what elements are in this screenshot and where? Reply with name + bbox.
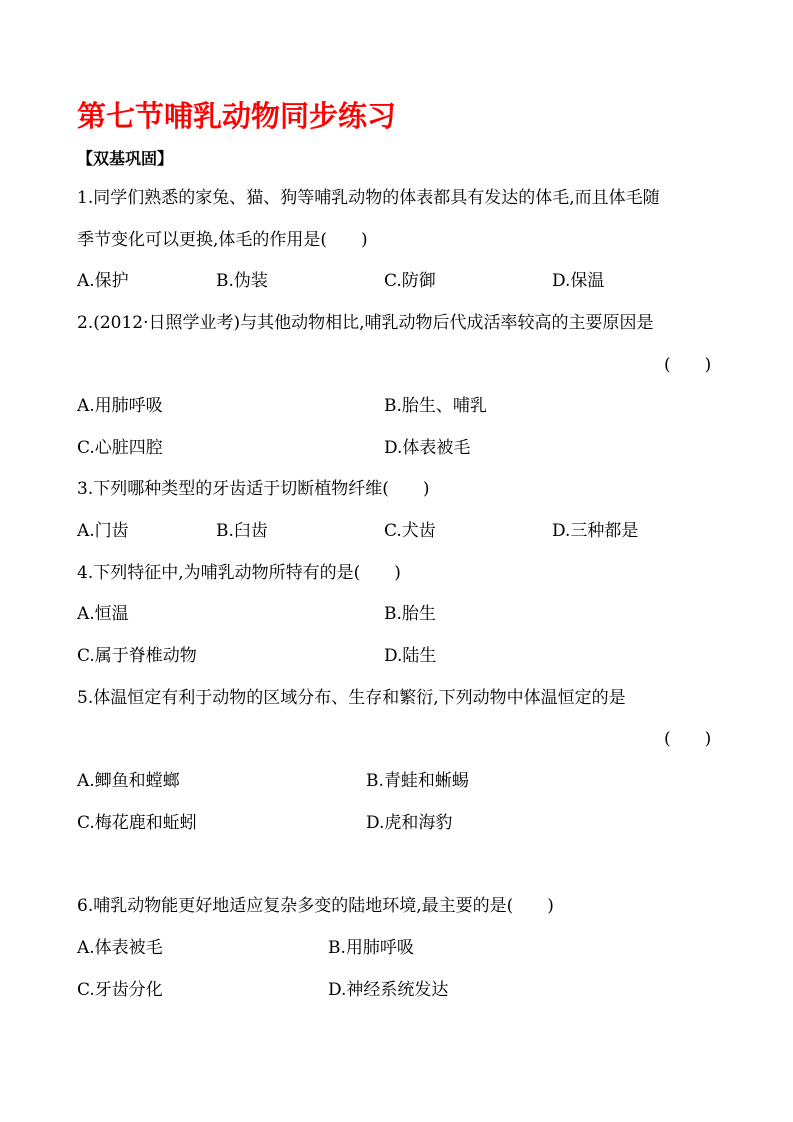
- question-6-option-c: C.牙齿分化: [77, 980, 163, 1000]
- question-1-text-line-2: 季节变化可以更换,体毛的作用是( ): [77, 230, 368, 250]
- question-5-option-a: A.鲫鱼和螳螂: [77, 771, 180, 791]
- question-3-text-line-1: 3.下列哪种类型的牙齿适于切断植物纤维( ): [77, 479, 430, 499]
- question-5-option-d: D.虎和海豹: [366, 813, 453, 833]
- question-4-text-line-1: 4.下列特征中,为哺乳动物所特有的是( ): [77, 563, 401, 583]
- question-2-option-b: B.胎生、哺乳: [384, 396, 487, 416]
- page-title: 第七节哺乳动物同步练习: [77, 99, 397, 133]
- question-2-option-d: D.体表被毛: [384, 438, 471, 458]
- question-2-option-c: C.心脏四腔: [77, 438, 163, 458]
- question-3-option-c: C.犬齿: [384, 521, 436, 541]
- question-2-text-line-1: 2.(2012·日照学业考)与其他动物相比,哺乳动物后代成活率较高的主要原因是: [77, 313, 654, 333]
- question-2-answer-blank: ( ): [664, 355, 712, 375]
- question-5-option-c: C.梅花鹿和蚯蚓: [77, 813, 197, 833]
- question-3-option-b: B.臼齿: [216, 521, 268, 541]
- question-3-option-d: D.三种都是: [552, 521, 639, 541]
- question-5-text-line-1: 5.体温恒定有利于动物的区域分布、生存和繁衍,下列动物中体温恒定的是: [77, 688, 626, 708]
- question-1-option-b: B.伪装: [216, 271, 268, 291]
- question-6-option-a: A.体表被毛: [77, 938, 163, 958]
- question-1-text-line-1: 1.同学们熟悉的家兔、猫、狗等哺乳动物的体表都具有发达的体毛,而且体毛随: [77, 188, 660, 208]
- question-4-option-b: B.胎生: [384, 604, 436, 624]
- question-4-option-d: D.陆生: [384, 646, 437, 666]
- question-6-option-d: D.神经系统发达: [328, 980, 449, 1000]
- question-4-option-a: A.恒温: [77, 604, 129, 624]
- question-1-option-d: D.保温: [552, 271, 605, 291]
- question-3-option-a: A.门齿: [77, 521, 129, 541]
- question-1-option-c: C.防御: [384, 271, 436, 291]
- question-5-option-b: B.青蛙和蜥蜴: [366, 771, 469, 791]
- question-4-option-c: C.属于脊椎动物: [77, 646, 197, 666]
- question-6-option-b: B.用肺呼吸: [328, 938, 414, 958]
- section-heading: 【双基巩固】: [77, 149, 174, 168]
- question-6-text-line-1: 6.哺乳动物能更好地适应复杂多变的陆地环境,最主要的是( ): [77, 896, 554, 916]
- question-5-answer-blank: ( ): [664, 729, 712, 749]
- question-2-option-a: A.用肺呼吸: [77, 396, 163, 416]
- question-1-option-a: A.保护: [77, 271, 129, 291]
